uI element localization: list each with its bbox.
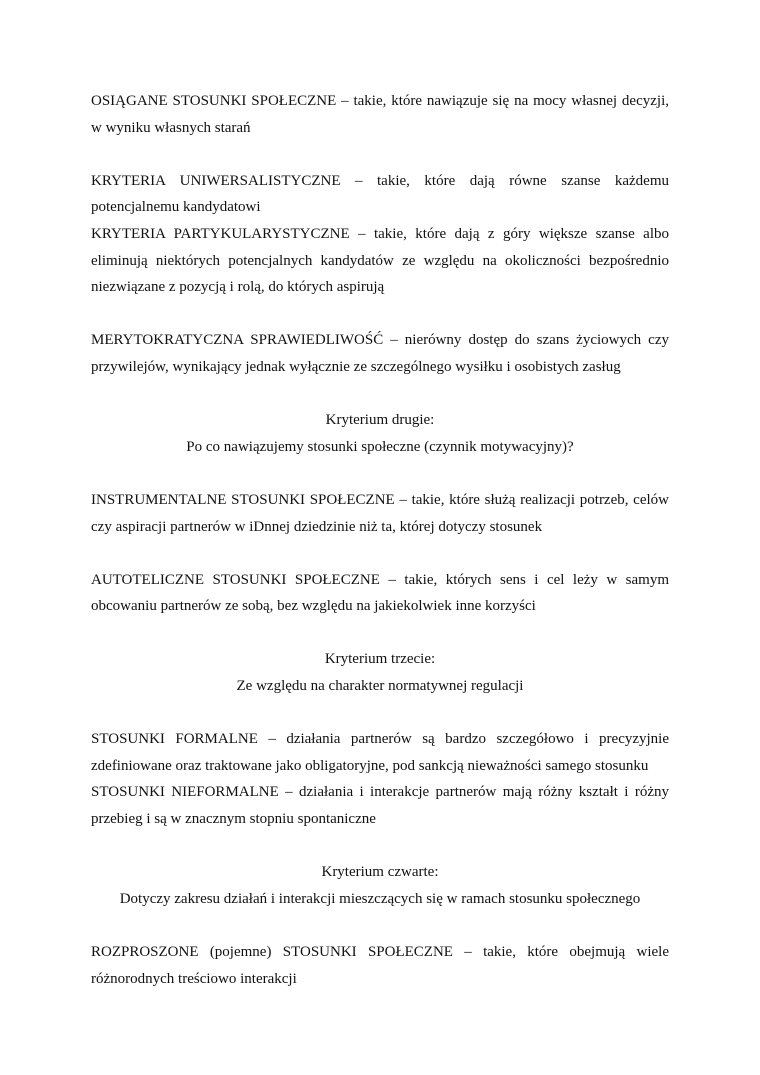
- definition-rozproszone: ROZPROSZONE (pojemne) STOSUNKI SPOŁECZNE – takie, które obejmują wiele różnorodnych treściowo interakcji: [91, 944, 669, 987]
- criterion-3-subtitle: Ze względu na charakter normatywnej regulacji: [236, 678, 524, 695]
- criterion-4-subtitle: Dotyczy zakresu działań i interakcji mieszczących się w ramach stosunku społecznego: [119, 890, 641, 907]
- paragraph-gap: [91, 700, 669, 727]
- paragraph-gap: [91, 141, 669, 168]
- paragraph-gap: [91, 540, 669, 567]
- definition-uniwersalistyczne: KRYTERIA UNIWERSALISTYCZNE – takie, które dają równe szanse każdemu potencjalnemu kandydatowi: [91, 172, 669, 216]
- paragraph-gap: [91, 301, 669, 328]
- paragraph-gap: [91, 620, 669, 647]
- definition-partykularystyczne: KRYTERIA PARTYKULARYSTYCZNE – takie, które dają z góry większe szanse albo eliminują niektórych potencjalnych kandydatów ze względu na okoliczności bezpośrednio niezwiązane z pozycją i rolą, do których aspirują: [91, 225, 669, 296]
- criterion-3-title: Kryterium trzecie:: [324, 651, 436, 668]
- definition-autoteliczne: AUTOTELICZNE STOSUNKI SPOŁECZNE – takie, których sens i cel leży w samym obcowaniu partnerów ze sobą, bez względu na jakiekolwiek inne korzyści: [91, 571, 669, 615]
- criterion-4-title: Kryterium czwarte:: [321, 864, 439, 881]
- definition-merytokratyczna: MERYTOKRATYCZNA SPRAWIEDLIWOŚĆ – nierówny dostęp do szans życiowych czy przywilejów, wynikający jednak wyłącznie ze szczególnego wysiłku i osobistych zasług: [91, 332, 669, 375]
- definition-nieformalne: STOSUNKI NIEFORMALNE – działania i interakcje partnerów mają różny kształt i różny przebieg i są w znacznym stopniu spontaniczne: [91, 784, 669, 828]
- criterion-2-subtitle: Po co nawiązujemy stosunki społeczne (czynnik motywacyjny)?: [186, 438, 574, 455]
- paragraph-gap: [91, 912, 669, 939]
- definition-formalne: STOSUNKI FORMALNE – działania partnerów są bardzo szczegółowo i precyzyjnie zdefiniowane oraz traktowane jako obligatoryjne, pod sankcją nieważności samego stosunku: [91, 731, 669, 774]
- definition-instrumentalne: INSTRUMENTALNE STOSUNKI SPOŁECZNE – takie, które służą realizacji potrzeb, celów czy aspiracji partnerów w iDnnej dziedzinie niż ta, której dotyczy stosunek: [91, 491, 669, 535]
- paragraph-gap: [91, 460, 669, 487]
- paragraph-gap: [91, 833, 669, 860]
- paragraph-gap: [91, 381, 669, 408]
- criterion-2-title: Kryterium drugie:: [325, 412, 435, 429]
- document-body: [91, 88, 669, 992]
- definition-osiagane: OSIĄGANE STOSUNKI SPOŁECZNE – takie, które nawiązuje się na mocy własnej decyzji, w wyniku własnych starań: [91, 93, 669, 136]
